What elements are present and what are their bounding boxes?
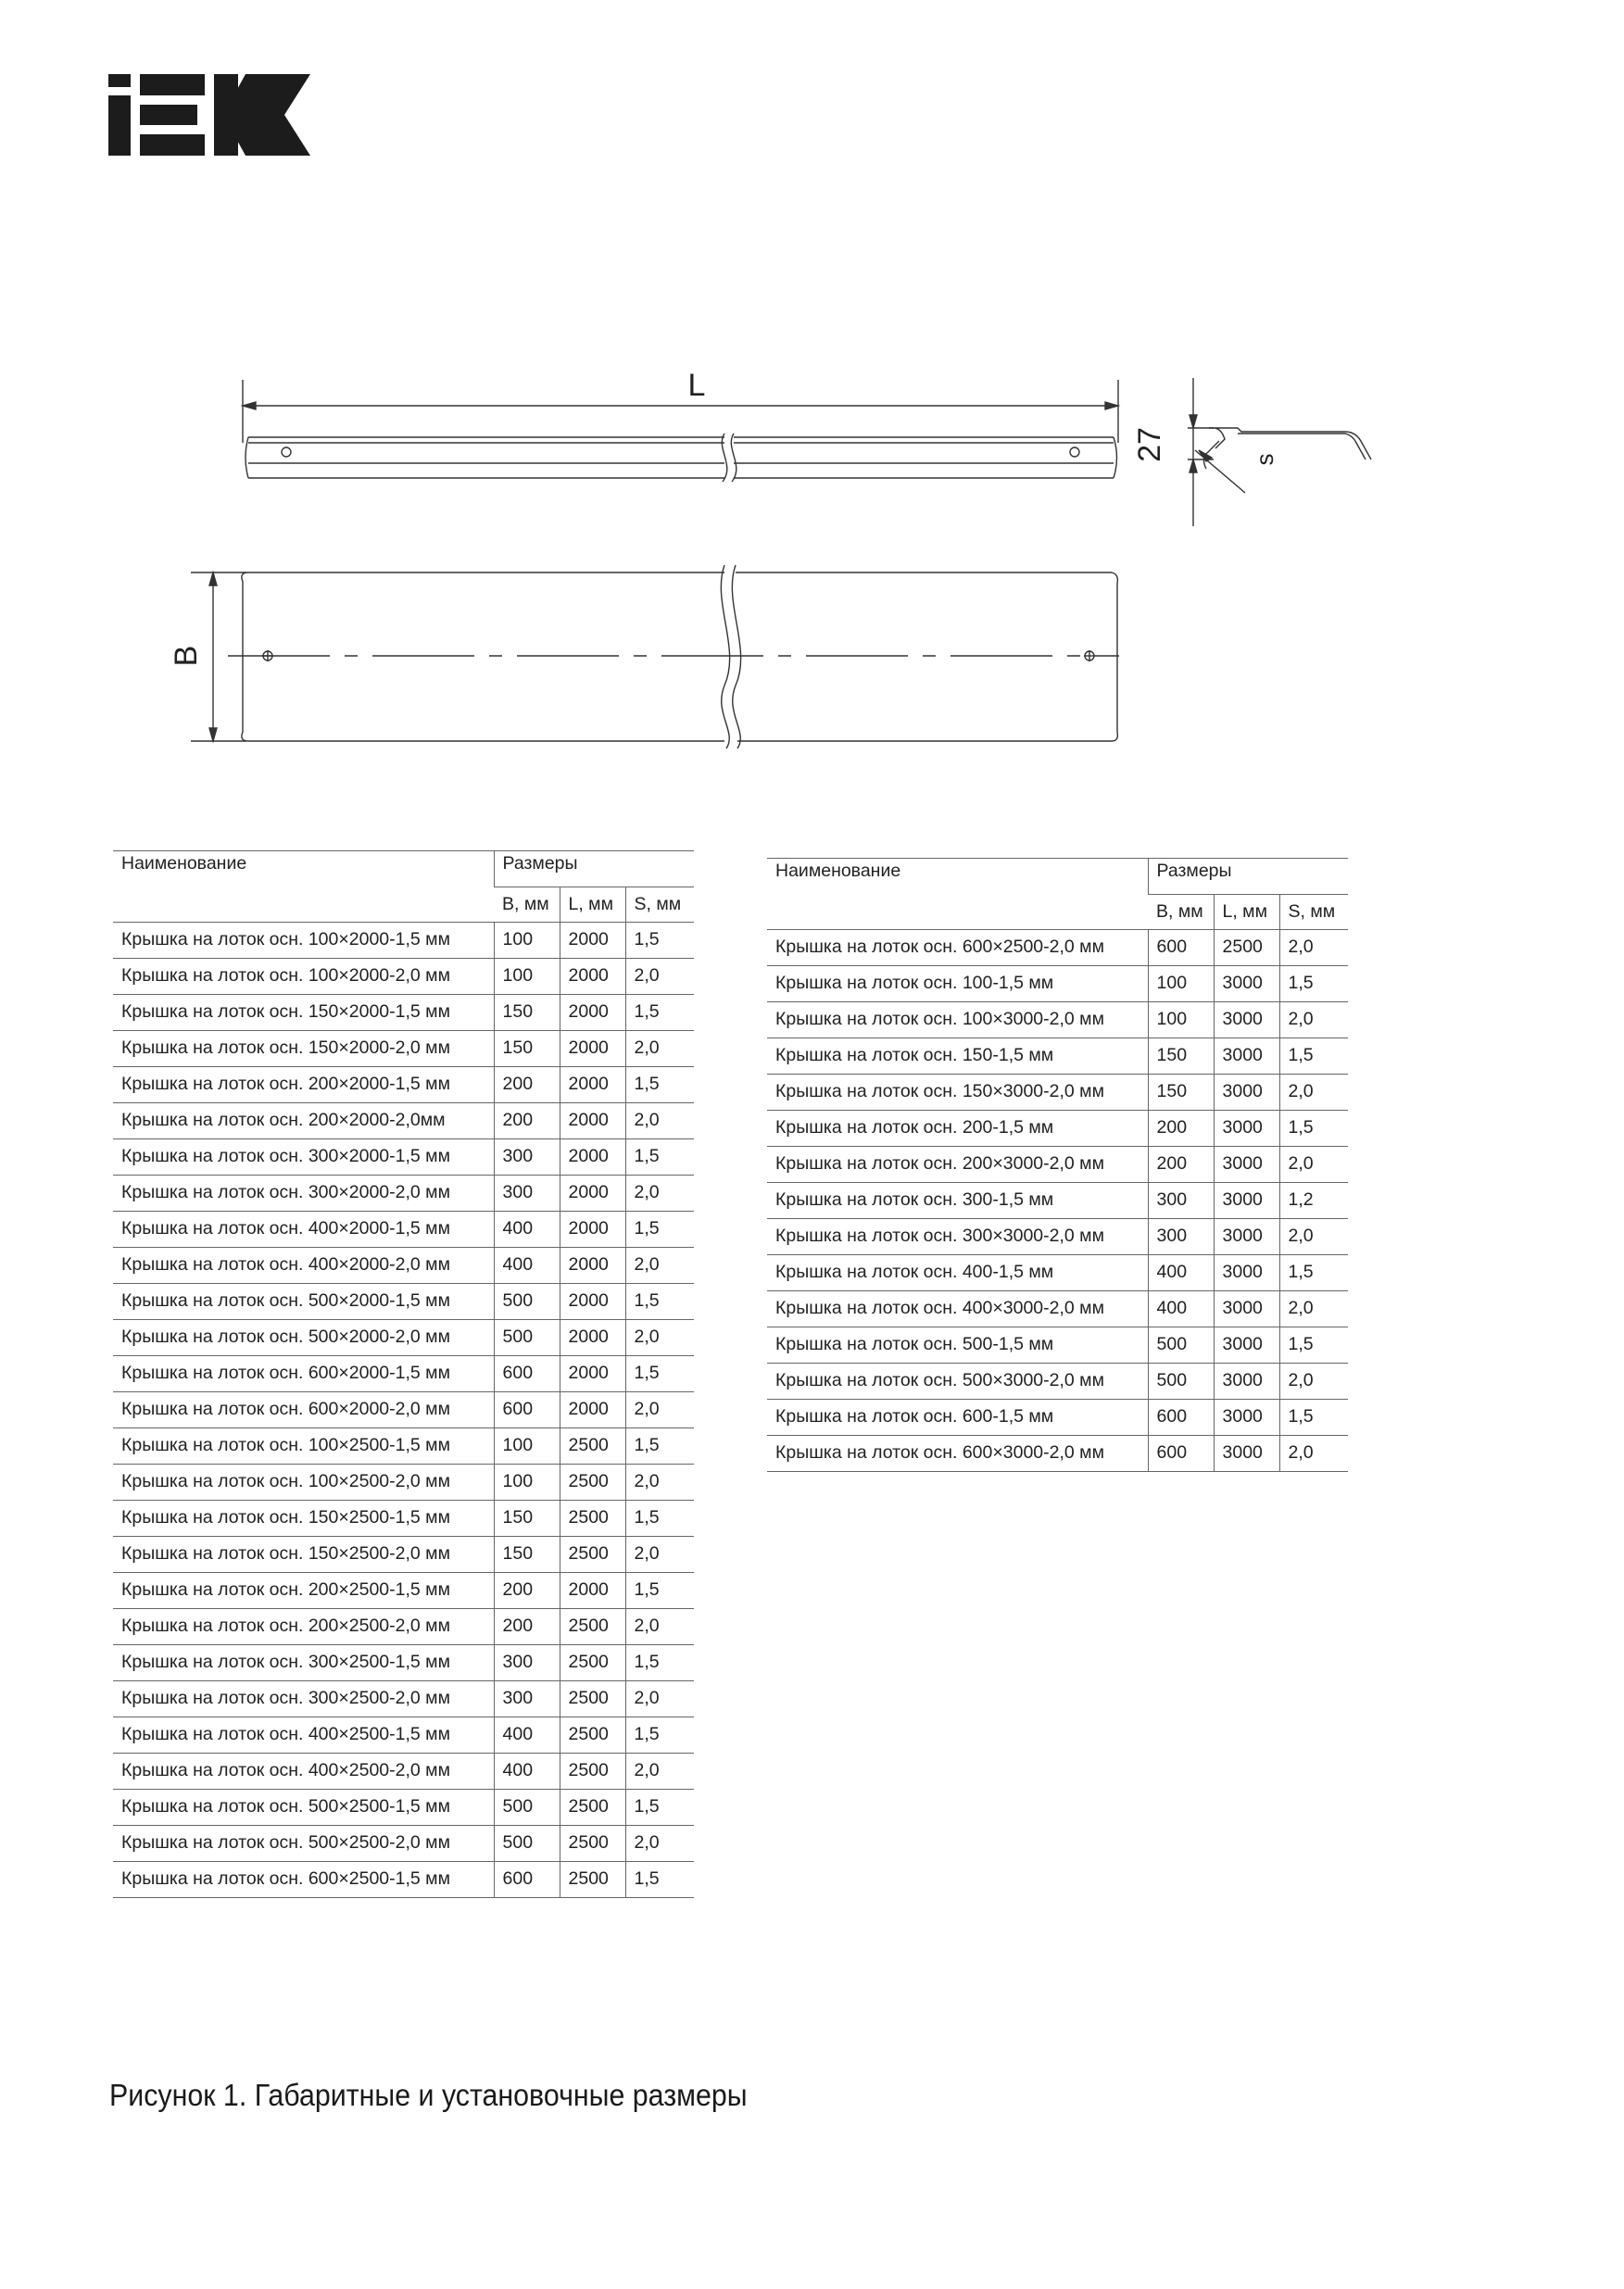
cell-name: Крышка на лоток осн. 400-1,5 мм — [767, 1255, 1148, 1291]
cell-s: 1,5 — [625, 1139, 694, 1176]
table-row — [767, 1364, 1348, 1400]
cell-l: 3000 — [1214, 1291, 1279, 1327]
table-row — [767, 1075, 1348, 1111]
cell-l: 3000 — [1214, 1111, 1279, 1147]
cell-l: 2500 — [560, 1862, 625, 1898]
cell-s: 2,0 — [625, 1826, 694, 1862]
table-row — [113, 1139, 694, 1176]
cell-s: 2,0 — [1279, 1075, 1348, 1111]
cell-l: 3000 — [1214, 1255, 1279, 1291]
cell-s: 2,0 — [625, 1103, 694, 1139]
cell-name: Крышка на лоток осн. 100×2500-1,5 мм — [113, 1428, 494, 1465]
cell-s: 1,5 — [625, 995, 694, 1031]
cell-name: Крышка на лоток осн. 600×2500-1,5 мм — [113, 1862, 494, 1898]
table-row — [113, 1609, 694, 1645]
table-row — [767, 1147, 1348, 1183]
cell-name: Крышка на лоток осн. 500×2000-2,0 мм — [113, 1320, 494, 1356]
cell-b: 200 — [494, 1103, 560, 1139]
cell-name: Крышка на лоток осн. 150×2500-1,5 мм — [113, 1501, 494, 1537]
table-row — [767, 1400, 1348, 1436]
table-row — [113, 1537, 694, 1573]
cell-l: 3000 — [1214, 1038, 1279, 1075]
cell-s: 1,5 — [1279, 1255, 1348, 1291]
table-row — [767, 1327, 1348, 1364]
cell-name: Крышка на лоток осн. 600-1,5 мм — [767, 1400, 1148, 1436]
cell-s: 1,5 — [625, 1284, 694, 1320]
cell-b: 400 — [494, 1717, 560, 1754]
thickness-label: s — [1251, 453, 1278, 466]
cell-name: Крышка на лоток осн. 150×3000-2,0 мм — [767, 1075, 1148, 1111]
cell-name: Крышка на лоток осн. 100×3000-2,0 мм — [767, 1002, 1148, 1038]
cell-l: 3000 — [1214, 1002, 1279, 1038]
cell-name: Крышка на лоток осн. 200×2500-1,5 мм — [113, 1573, 494, 1609]
header-l: L, мм — [1214, 895, 1279, 930]
cell-name: Крышка на лоток осн. 400×3000-2,0 мм — [767, 1291, 1148, 1327]
table-header-row — [767, 859, 1348, 895]
cell-b: 600 — [494, 1392, 560, 1428]
cell-name: Крышка на лоток осн. 500×2500-2,0 мм — [113, 1826, 494, 1862]
table-row — [767, 1291, 1348, 1327]
cell-b: 300 — [1148, 1219, 1214, 1255]
side-view-left — [245, 437, 724, 478]
cell-s: 1,5 — [625, 1790, 694, 1826]
cell-b: 600 — [1148, 1436, 1214, 1472]
cell-b: 500 — [494, 1284, 560, 1320]
cell-s: 1,5 — [1279, 1111, 1348, 1147]
cell-name: Крышка на лоток осн. 400×2000-2,0 мм — [113, 1248, 494, 1284]
table-row — [113, 1103, 694, 1139]
cell-l: 2000 — [560, 1573, 625, 1609]
spec-table-right — [767, 858, 1348, 1472]
cell-l: 2000 — [560, 1067, 625, 1103]
table-row — [113, 1284, 694, 1320]
cell-b: 200 — [494, 1067, 560, 1103]
width-label: B — [169, 645, 204, 667]
table-row — [113, 1717, 694, 1754]
cell-s: 1,5 — [625, 1862, 694, 1898]
cell-name: Крышка на лоток осн. 500-1,5 мм — [767, 1327, 1148, 1364]
header-name: Наименование — [767, 859, 1148, 930]
table-row — [767, 930, 1348, 966]
cell-name: Крышка на лоток осн. 500×2000-1,5 мм — [113, 1284, 494, 1320]
cell-b: 300 — [494, 1139, 560, 1176]
header-l: L, мм — [560, 887, 625, 923]
cell-l: 3000 — [1214, 1327, 1279, 1364]
cell-l: 3000 — [1214, 1219, 1279, 1255]
cell-s: 1,5 — [1279, 1327, 1348, 1364]
cell-s: 1,5 — [625, 1645, 694, 1681]
cell-s: 1,5 — [625, 1067, 694, 1103]
cell-b: 100 — [1148, 1002, 1214, 1038]
cell-name: Крышка на лоток осн. 600×3000-2,0 мм — [767, 1436, 1148, 1472]
cell-name: Крышка на лоток осн. 150-1,5 мм — [767, 1038, 1148, 1075]
cell-name: Крышка на лоток осн. 500×2500-1,5 мм — [113, 1790, 494, 1826]
plan-view-right — [736, 572, 1117, 741]
cell-b: 150 — [494, 1501, 560, 1537]
cell-b: 300 — [494, 1176, 560, 1212]
cell-name: Крышка на лоток осн. 400×2500-2,0 мм — [113, 1754, 494, 1790]
header-name: Наименование — [113, 851, 494, 923]
table-row — [113, 1465, 694, 1501]
table-row — [113, 1428, 694, 1465]
cell-b: 400 — [494, 1248, 560, 1284]
table-row — [113, 1826, 694, 1862]
spec-table-left — [113, 850, 694, 1898]
header-s: S, мм — [625, 887, 694, 923]
cell-l: 2000 — [560, 923, 625, 959]
cell-b: 500 — [494, 1790, 560, 1826]
header-b: B, мм — [1148, 895, 1214, 930]
cell-s: 2,0 — [1279, 1219, 1348, 1255]
cell-name: Крышка на лоток осн. 150×2500-2,0 мм — [113, 1537, 494, 1573]
cell-s: 2,0 — [1279, 1364, 1348, 1400]
header-dims: Размеры — [1148, 859, 1348, 895]
length-label: L — [687, 368, 706, 403]
cell-l: 3000 — [1214, 1183, 1279, 1219]
table-row — [113, 1392, 694, 1428]
cell-name: Крышка на лоток осн. 400×2500-1,5 мм — [113, 1717, 494, 1754]
cell-s: 2,0 — [625, 1176, 694, 1212]
cell-b: 400 — [494, 1212, 560, 1248]
height-label: 27 — [1132, 427, 1167, 462]
cell-s: 1,5 — [625, 1428, 694, 1465]
cell-b: 400 — [1148, 1255, 1214, 1291]
cell-b: 150 — [1148, 1075, 1214, 1111]
cell-name: Крышка на лоток осн. 200-1,5 мм — [767, 1111, 1148, 1147]
cell-b: 100 — [494, 1465, 560, 1501]
cell-l: 2500 — [560, 1826, 625, 1862]
cell-b: 150 — [494, 1537, 560, 1573]
table-row — [113, 1176, 694, 1212]
header-b: B, мм — [494, 887, 560, 923]
cell-l: 2000 — [560, 1212, 625, 1248]
table-row — [113, 995, 694, 1031]
cell-s: 2,0 — [625, 1031, 694, 1067]
cell-name: Крышка на лоток осн. 200×2500-2,0 мм — [113, 1609, 494, 1645]
iek-logo — [108, 74, 312, 156]
cell-b: 150 — [494, 1031, 560, 1067]
cell-l: 2000 — [560, 1284, 625, 1320]
cell-s: 2,0 — [625, 959, 694, 995]
cell-b: 500 — [1148, 1327, 1214, 1364]
cell-l: 3000 — [1214, 1147, 1279, 1183]
cell-s: 1,5 — [625, 1573, 694, 1609]
cell-name: Крышка на лоток осн. 200×2000-1,5 мм — [113, 1067, 494, 1103]
side-hole-right — [1070, 447, 1079, 457]
table-row — [767, 1183, 1348, 1219]
cell-l: 2000 — [560, 1139, 625, 1176]
cell-l: 2000 — [560, 959, 625, 995]
cell-b: 400 — [494, 1754, 560, 1790]
cell-b: 150 — [1148, 1038, 1214, 1075]
cell-name: Крышка на лоток осн. 600×2500-2,0 мм — [767, 930, 1148, 966]
cell-l: 2500 — [560, 1645, 625, 1681]
cell-s: 2,0 — [1279, 930, 1348, 966]
table-row — [113, 923, 694, 959]
cell-name: Крышка на лоток осн. 100×2000-1,5 мм — [113, 923, 494, 959]
cell-l: 2000 — [560, 1248, 625, 1284]
cell-l: 2500 — [560, 1681, 625, 1717]
cell-l: 2500 — [560, 1537, 625, 1573]
cell-l: 2500 — [560, 1609, 625, 1645]
cell-name: Крышка на лоток осн. 100×2500-2,0 мм — [113, 1465, 494, 1501]
cell-name: Крышка на лоток осн. 600×2000-2,0 мм — [113, 1392, 494, 1428]
cell-b: 200 — [1148, 1111, 1214, 1147]
cell-s: 1,5 — [625, 1212, 694, 1248]
cell-name: Крышка на лоток осн. 300-1,5 мм — [767, 1183, 1148, 1219]
cell-b: 500 — [494, 1320, 560, 1356]
cell-s: 2,0 — [625, 1609, 694, 1645]
cell-s: 1,5 — [625, 1501, 694, 1537]
table-row — [767, 1436, 1348, 1472]
cell-b: 300 — [494, 1645, 560, 1681]
cell-name: Крышка на лоток осн. 200×3000-2,0 мм — [767, 1147, 1148, 1183]
cell-s: 2,0 — [625, 1320, 694, 1356]
cell-name: Крышка на лоток осн. 300×2500-2,0 мм — [113, 1681, 494, 1717]
figure-caption: Рисунок 1. Габаритные и установочные размеры — [109, 2078, 748, 2112]
cell-l: 3000 — [1214, 1075, 1279, 1111]
side-view-right — [734, 437, 1117, 478]
cell-b: 500 — [1148, 1364, 1214, 1400]
cell-name: Крышка на лоток осн. 100-1,5 мм — [767, 966, 1148, 1002]
cell-b: 600 — [494, 1356, 560, 1392]
cell-s: 2,0 — [1279, 1291, 1348, 1327]
header-s: S, мм — [1279, 895, 1348, 930]
cell-s: 2,0 — [1279, 1436, 1348, 1472]
cell-s: 2,0 — [625, 1465, 694, 1501]
cell-b: 200 — [494, 1573, 560, 1609]
cell-s: 2,0 — [625, 1537, 694, 1573]
table-row — [113, 1681, 694, 1717]
cell-l: 2500 — [560, 1465, 625, 1501]
table-row — [113, 1862, 694, 1898]
technical-drawing — [0, 352, 1624, 760]
cell-b: 400 — [1148, 1291, 1214, 1327]
cell-name: Крышка на лоток осн. 300×2000-2,0 мм — [113, 1176, 494, 1212]
cell-name: Крышка на лоток осн. 150×2000-1,5 мм — [113, 995, 494, 1031]
side-hole-left — [282, 447, 291, 457]
cell-l: 2000 — [560, 995, 625, 1031]
cell-name: Крышка на лоток осн. 600×2000-1,5 мм — [113, 1356, 494, 1392]
table-row — [767, 1219, 1348, 1255]
cell-name: Крышка на лоток осн. 100×2000-2,0 мм — [113, 959, 494, 995]
table-row — [113, 1212, 694, 1248]
cell-name: Крышка на лоток осн. 400×2000-1,5 мм — [113, 1212, 494, 1248]
table-row — [767, 1038, 1348, 1075]
table-row — [113, 1320, 694, 1356]
table-row — [113, 959, 694, 995]
cell-b: 200 — [1148, 1147, 1214, 1183]
cell-b: 300 — [494, 1681, 560, 1717]
table-row — [113, 1573, 694, 1609]
cell-b: 300 — [1148, 1183, 1214, 1219]
table-row — [113, 1356, 694, 1392]
cell-name: Крышка на лоток осн. 300×2500-1,5 мм — [113, 1645, 494, 1681]
cell-s: 2,0 — [625, 1392, 694, 1428]
cell-b: 600 — [494, 1862, 560, 1898]
cell-l: 2000 — [560, 1103, 625, 1139]
table-row — [113, 1645, 694, 1681]
cell-name: Крышка на лоток осн. 500×3000-2,0 мм — [767, 1364, 1148, 1400]
header-dims: Размеры — [494, 851, 694, 887]
cell-b: 150 — [494, 995, 560, 1031]
table-row — [767, 1002, 1348, 1038]
cell-b: 100 — [494, 959, 560, 995]
table-row — [767, 966, 1348, 1002]
cell-s: 1,5 — [625, 923, 694, 959]
cell-l: 2500 — [560, 1790, 625, 1826]
cell-l: 2000 — [560, 1031, 625, 1067]
cell-l: 2000 — [560, 1320, 625, 1356]
cell-b: 500 — [494, 1826, 560, 1862]
cell-l: 2500 — [1214, 930, 1279, 966]
cell-b: 100 — [494, 1428, 560, 1465]
cell-l: 2500 — [560, 1428, 625, 1465]
cell-name: Крышка на лоток осн. 300×3000-2,0 мм — [767, 1219, 1148, 1255]
cell-l: 3000 — [1214, 1436, 1279, 1472]
cell-s: 1,5 — [1279, 966, 1348, 1002]
table-row — [113, 1501, 694, 1537]
cell-name: Крышка на лоток осн. 300×2000-1,5 мм — [113, 1139, 494, 1176]
cell-s: 2,0 — [1279, 1147, 1348, 1183]
cell-s: 1,5 — [1279, 1038, 1348, 1075]
cell-l: 3000 — [1214, 1400, 1279, 1436]
cell-s: 2,0 — [625, 1681, 694, 1717]
cell-s: 2,0 — [1279, 1002, 1348, 1038]
cell-s: 1,2 — [1279, 1183, 1348, 1219]
cell-b: 100 — [1148, 966, 1214, 1002]
cell-b: 100 — [494, 923, 560, 959]
table-row — [113, 1790, 694, 1826]
cell-s: 2,0 — [625, 1754, 694, 1790]
profile-section — [1203, 428, 1371, 469]
table-row — [113, 1031, 694, 1067]
cell-l: 2500 — [560, 1754, 625, 1790]
table-header-row — [113, 851, 694, 887]
cell-s: 1,5 — [1279, 1400, 1348, 1436]
cell-s: 2,0 — [625, 1248, 694, 1284]
table-row — [113, 1248, 694, 1284]
table-row — [113, 1754, 694, 1790]
cell-l: 2500 — [560, 1717, 625, 1754]
cell-l: 2000 — [560, 1176, 625, 1212]
table-row — [113, 1067, 694, 1103]
cell-b: 600 — [1148, 930, 1214, 966]
table-row — [767, 1111, 1348, 1147]
plan-view-left — [242, 572, 724, 741]
cell-l: 2000 — [560, 1392, 625, 1428]
cell-s: 1,5 — [625, 1717, 694, 1754]
cell-b: 200 — [494, 1609, 560, 1645]
cell-name: Крышка на лоток осн. 200×2000-2,0мм — [113, 1103, 494, 1139]
cell-s: 1,5 — [625, 1356, 694, 1392]
cell-l: 2000 — [560, 1356, 625, 1392]
cell-b: 600 — [1148, 1400, 1214, 1436]
table-row — [767, 1255, 1348, 1291]
cell-l: 3000 — [1214, 966, 1279, 1002]
cell-l: 3000 — [1214, 1364, 1279, 1400]
cell-name: Крышка на лоток осн. 150×2000-2,0 мм — [113, 1031, 494, 1067]
cell-l: 2500 — [560, 1501, 625, 1537]
